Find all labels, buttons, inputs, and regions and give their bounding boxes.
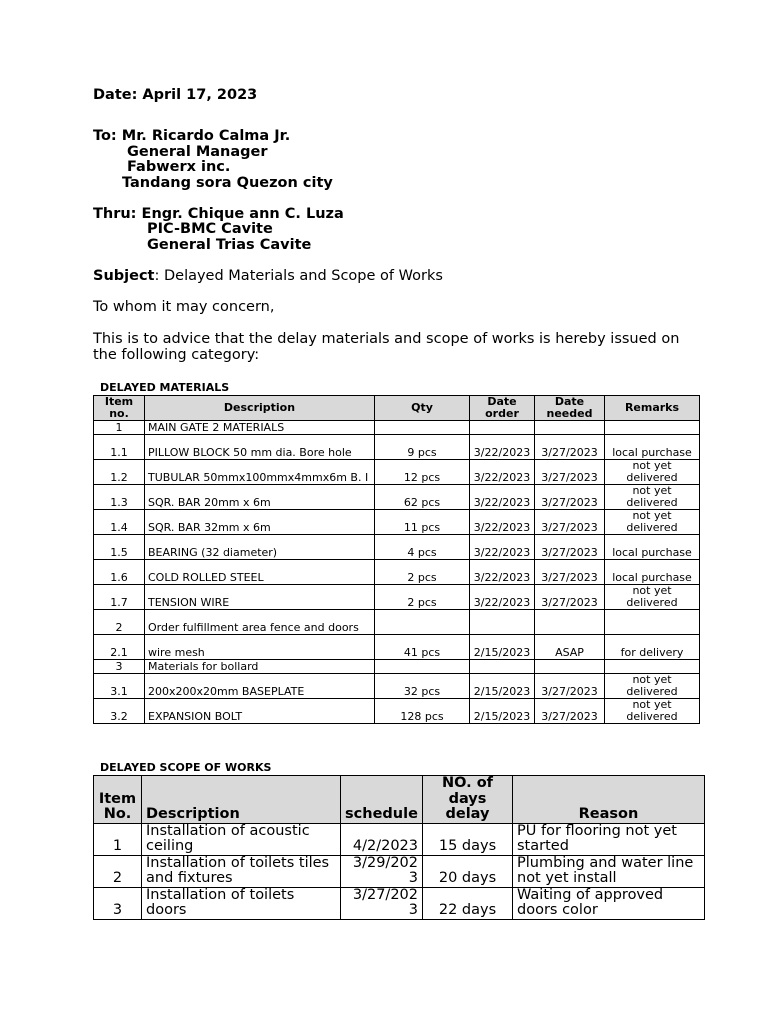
subject-text: : Delayed Materials and Scope of Works: [154, 268, 443, 284]
item-no: 1.2: [94, 460, 145, 485]
table-row: [94, 535, 700, 560]
item-remarks: not yet delivered: [605, 585, 700, 610]
item-remarks: for delivery: [605, 635, 700, 660]
item-qty: 4 pcs: [375, 535, 470, 560]
item-description: wire mesh: [145, 635, 375, 660]
scope-header-schedule: schedule: [341, 776, 423, 824]
item-qty: 128 pcs: [375, 699, 470, 724]
item-no: 3.2: [94, 699, 145, 724]
item-qty: [375, 660, 470, 674]
materials-header-row: [94, 396, 700, 421]
table-row: [94, 485, 700, 510]
scope-item-no: 3: [94, 887, 142, 919]
recipient-company: Fabwerx inc.: [127, 159, 231, 175]
item-date-order: 3/22/2023: [470, 510, 535, 535]
table-row: [94, 421, 700, 435]
table-row: [94, 460, 700, 485]
item-qty: 32 pcs: [375, 674, 470, 699]
table-row: [94, 887, 705, 919]
recipient-name: To: Mr. Ricardo Calma Jr.: [93, 128, 291, 144]
scope-header-reason: Reason: [513, 776, 705, 824]
item-qty: 62 pcs: [375, 485, 470, 510]
delayed-scope-table: [93, 775, 705, 920]
item-date-order: 2/15/2023: [470, 674, 535, 699]
materials-header-date-order: Date order: [470, 396, 535, 421]
recipient-address: Tandang sora Quezon city: [122, 175, 333, 191]
item-description: TENSION WIRE: [145, 585, 375, 610]
item-no: 1.6: [94, 560, 145, 585]
scope-reason: PU for flooring not yet started: [513, 823, 705, 855]
item-date-needed: 3/27/2023: [535, 560, 605, 585]
item-remarks: [605, 660, 700, 674]
scope-delay: 15 days: [423, 823, 513, 855]
item-description: COLD ROLLED STEEL: [145, 560, 375, 585]
item-remarks: local purchase: [605, 435, 700, 460]
item-description: TUBULAR 50mmx100mmx4mmx6m B. I: [145, 460, 375, 485]
item-description: BEARING (32 diameter): [145, 535, 375, 560]
scope-reason: Plumbing and water line not yet install: [513, 855, 705, 887]
item-date-order: 3/22/2023: [470, 535, 535, 560]
item-date-order: 3/22/2023: [470, 485, 535, 510]
salutation: To whom it may concern,: [93, 299, 275, 315]
scope-reason: Waiting of approved doors color: [513, 887, 705, 919]
item-date-order: 3/22/2023: [470, 460, 535, 485]
item-date-needed: 3/27/2023: [535, 435, 605, 460]
delayed-materials-table: [93, 395, 700, 724]
item-date-needed: 3/27/2023: [535, 510, 605, 535]
item-qty: 2 pcs: [375, 585, 470, 610]
item-date-needed: [535, 660, 605, 674]
item-no: 3.1: [94, 674, 145, 699]
scope-header-item: Item No.: [94, 776, 142, 824]
materials-header-remarks: Remarks: [605, 396, 700, 421]
scope-delay: 22 days: [423, 887, 513, 919]
scope-header-delay: NO. of days delay: [423, 776, 513, 824]
item-no: 2: [94, 610, 145, 635]
thru-position: PIC-BMC Cavite: [147, 221, 273, 237]
materials-header-item: Item no.: [94, 396, 145, 421]
item-remarks: not yet delivered: [605, 485, 700, 510]
scope-item-no: 1: [94, 823, 142, 855]
item-date-needed: [535, 610, 605, 635]
subject-label: Subject: [93, 268, 155, 284]
table-row: [94, 635, 700, 660]
scope-schedule: 4/2/2023: [341, 823, 423, 855]
table-row: [94, 560, 700, 585]
item-date-needed: 3/27/2023: [535, 460, 605, 485]
item-date-order: 2/15/2023: [470, 635, 535, 660]
scope-description: Installation of acoustic ceiling: [142, 823, 341, 855]
item-remarks: local purchase: [605, 560, 700, 585]
item-date-needed: 3/27/2023: [535, 585, 605, 610]
item-qty: [375, 610, 470, 635]
item-remarks: not yet delivered: [605, 510, 700, 535]
item-remarks: not yet delivered: [605, 674, 700, 699]
item-qty: 41 pcs: [375, 635, 470, 660]
scope-description: Installation of toilets doors: [142, 887, 341, 919]
table-row: [94, 510, 700, 535]
item-remarks: not yet delivered: [605, 699, 700, 724]
item-no: 1: [94, 421, 145, 435]
item-no: 1.3: [94, 485, 145, 510]
item-date-order: [470, 610, 535, 635]
item-date-needed: [535, 421, 605, 435]
table-row: [94, 855, 705, 887]
item-date-needed: ASAP: [535, 635, 605, 660]
item-qty: 9 pcs: [375, 435, 470, 460]
materials-header-description: Description: [145, 396, 375, 421]
item-date-order: 2/15/2023: [470, 699, 535, 724]
item-description: Materials for bollard: [145, 660, 375, 674]
item-no: 1.1: [94, 435, 145, 460]
scope-header-description: Description: [142, 776, 341, 824]
thru-name: Thru: Engr. Chique ann C. Luza: [93, 206, 344, 222]
scope-schedule: 3/27/2023: [341, 887, 423, 919]
item-date-needed: 3/27/2023: [535, 535, 605, 560]
table-row: [94, 610, 700, 635]
item-date-order: 3/22/2023: [470, 585, 535, 610]
item-qty: 2 pcs: [375, 560, 470, 585]
item-no: 1.5: [94, 535, 145, 560]
item-remarks: [605, 421, 700, 435]
intro-paragraph: This is to advice that the delay materials and scope of works is hereby issued on the following category:: [93, 331, 680, 363]
delayed-scope-caption: DELAYED SCOPE OF WORKS: [100, 761, 272, 774]
scope-description: Installation of toilets tiles and fixtures: [142, 855, 341, 887]
item-remarks: [605, 610, 700, 635]
table-row: [94, 699, 700, 724]
table-row: [94, 823, 705, 855]
recipient-title: General Manager: [127, 144, 268, 160]
item-description: EXPANSION BOLT: [145, 699, 375, 724]
item-description: SQR. BAR 32mm x 6m: [145, 510, 375, 535]
item-no: 1.7: [94, 585, 145, 610]
table-row: [94, 435, 700, 460]
scope-delay: 20 days: [423, 855, 513, 887]
delayed-materials-caption: DELAYED MATERIALS: [100, 381, 230, 394]
item-date-needed: 3/27/2023: [535, 674, 605, 699]
item-date-order: [470, 421, 535, 435]
table-row: [94, 660, 700, 674]
table-row: [94, 674, 700, 699]
item-date-needed: 3/27/2023: [535, 485, 605, 510]
item-no: 1.4: [94, 510, 145, 535]
item-date-order: 3/22/2023: [470, 435, 535, 460]
scope-header-row: [94, 776, 705, 824]
item-no: 2.1: [94, 635, 145, 660]
item-description: Order fulfillment area fence and doors: [145, 610, 375, 635]
item-qty: 12 pcs: [375, 460, 470, 485]
scope-schedule: 3/29/2023: [341, 855, 423, 887]
item-date-needed: 3/27/2023: [535, 699, 605, 724]
item-date-order: 3/22/2023: [470, 560, 535, 585]
materials-header-qty: Qty: [375, 396, 470, 421]
subject-line: [93, 269, 443, 285]
item-date-order: [470, 660, 535, 674]
item-description: MAIN GATE 2 MATERIALS: [145, 421, 375, 435]
table-row: [94, 585, 700, 610]
item-qty: 11 pcs: [375, 510, 470, 535]
item-remarks: not yet delivered: [605, 460, 700, 485]
item-description: 200x200x20mm BASEPLATE: [145, 674, 375, 699]
scope-item-no: 2: [94, 855, 142, 887]
item-qty: [375, 421, 470, 435]
thru-location: General Trias Cavite: [147, 237, 312, 253]
item-remarks: local purchase: [605, 535, 700, 560]
materials-header-date-needed: Date needed: [535, 396, 605, 421]
item-no: 3: [94, 660, 145, 674]
item-description: SQR. BAR 20mm x 6m: [145, 485, 375, 510]
letter-date: Date: April 17, 2023: [93, 87, 258, 103]
item-description: PILLOW BLOCK 50 mm dia. Bore hole: [145, 435, 375, 460]
